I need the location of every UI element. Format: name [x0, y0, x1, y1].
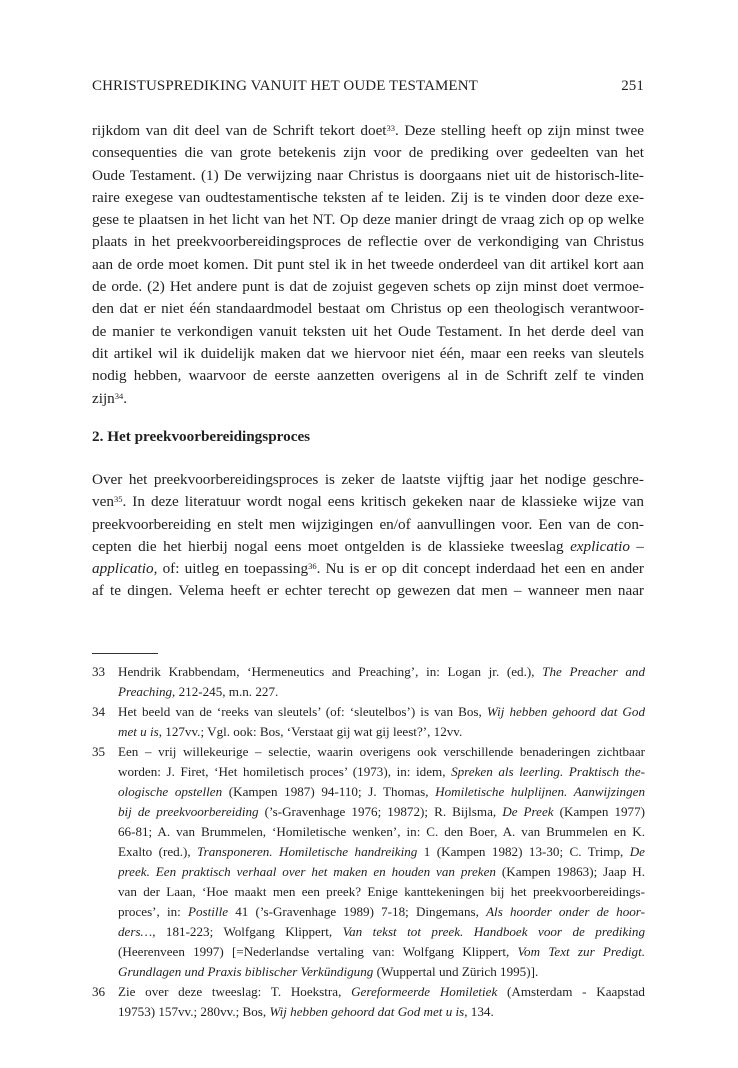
section-heading: 2. Het preekvoorbereidingsproces: [92, 428, 311, 445]
text-line: af te dingen. Velema heeft er echter terecht op gewezen dat men – wanneer men naar: [92, 582, 644, 600]
footnote-34: [92, 702, 645, 742]
footnote-number: 33: [92, 664, 106, 679]
footnote-ref[interactable]: 34: [114, 390, 124, 401]
note-line: 66-81; A. van Brummelen, ‘Homiletische wenken’, in: C. den Boer, A. van Brummelen en K.: [118, 824, 645, 839]
body-paragraph-1: [92, 120, 644, 410]
text-line: de orde. (2) Het andere punt is dat de zojuist gegeven schets op zijn minst doet vermoe-: [92, 278, 644, 296]
footnote-ref[interactable]: 35: [113, 494, 123, 505]
note-line: Exalto (red.), Transponeren. Homiletische handreiking 1 (Kampen 1982) 13-30; C. Trimp, De: [118, 844, 645, 859]
text-line: consequenties die van grote betekenis zijn voor de prediking over gedeelten van het: [92, 144, 644, 162]
note-line: Preaching, 212-245, m.n. 227.: [118, 684, 279, 699]
text-line: cepten die het hierbij nogal eens moet ontgelden is de klassieke tweeslag explicatio –: [92, 537, 644, 555]
text-line: Oude Testament. (1) De verwijzing naar Christus is doorgaans niet uit de historisch-lite-: [92, 166, 644, 184]
note-line: worden: J. Firet, ‘Het homiletisch proces’ (1973), in: idem, Spreken als leerling. Praktisch the-: [118, 764, 645, 779]
note-line: ders…, 181-223; Wolfgang Klippert, Van tekst tot preek. Handboek voor de prediking: [118, 924, 645, 939]
note-line: preek. Een praktisch verhaal over het maken en houden van preken (Kampen 19863); Jaap H.: [118, 864, 645, 879]
body-paragraph-2: [92, 469, 644, 603]
text-line: plaats in het preekvoorbereidingsproces de reflectie over de verkondiging van Christus: [92, 233, 644, 251]
text-line: preekvoorbereiding en stelt men wijzigingen en/of aanvullingen voor. Een van de con-: [92, 515, 644, 533]
note-line: 19753) 157vv.; 280vv.; Bos, Wij hebben gehoord dat God met u is, 134.: [118, 1004, 494, 1019]
footnotes: [92, 662, 645, 1022]
text-line: den dat er niet één standaardmodel bestaat om Christus op een theologisch verantwoor-: [92, 300, 644, 318]
note-line: Grundlagen und Praxis biblischer Verkündigung (Wuppertal und Zürich 1995)].: [118, 964, 539, 979]
footnote-35: [92, 742, 645, 982]
text-line: de manier te verkondigen vanuit teksten uit het Oude Testament. In het derde deel van: [92, 322, 644, 340]
text-line: dit artikel wil ik duidelijk maken dat we hiervoor niet één, maar een reeks van sleutels: [92, 344, 644, 362]
page-number: 251: [621, 78, 644, 94]
running-title: CHRISTUSPREDIKING VANUIT HET OUDE TESTAMENT: [92, 78, 478, 94]
text-line: Over het preekvoorbereidingsproces is zeker de laatste vijftig jaar het nodige geschre-: [92, 471, 644, 488]
note-line: Het beeld van de ‘reeks van sleutels’ (of: ‘sleutelbos’) is van Bos, Wij hebben gehoord dat God: [118, 704, 645, 719]
note-line: met u is, 127vv.; Vgl. ook: Bos, ‘Verstaat gij wat gij leest?’, 12vv.: [118, 724, 463, 739]
footnote-number: 34: [92, 704, 106, 719]
note-line: Hendrik Krabbendam, ‘Hermeneutics and Preaching’, in: Logan jr. (ed.), The Preacher and: [118, 664, 645, 679]
footnote-36: [92, 982, 645, 1022]
text-line: zijn$^{34}$.: [92, 389, 128, 407]
note-line: (Heerenveen 1997) [=Nederlandse vertaling van: Wolfgang Klippert, Vom Text zur Predigt.: [118, 944, 645, 959]
text-line: rijkdom van dit deel van de Schrift tekort doet$^{33}$. Deze stelling heeft op zijn minst twee: [92, 122, 644, 139]
footnote-divider: [92, 653, 158, 654]
note-line: proces’, in: Postille 41 (’s-Gravenhage 1989) 7-18; Dingemans, Als hoorder onder de hoor-: [118, 904, 645, 919]
text-line: aan de orde moet komen. Dit punt stel ik in het tweede onderdeel van dit artikel kort aan: [92, 255, 644, 273]
note-line: bij de preekvoorbereiding (’s-Gravenhage 1976; 19872); R. Bijlsma, De Preek (Kampen 1977): [118, 804, 645, 819]
text-line: gese te plaatsen in het licht van het NT. Op deze manier dringt de vraag zich op op welke: [92, 211, 644, 229]
footnote-33: [92, 662, 645, 702]
footnote-ref[interactable]: 33: [386, 123, 396, 133]
note-line: Een – vrij willekeurige – selectie, waarin overigens ook verschillende benaderingen zichtbaar: [118, 744, 645, 759]
text-line: applicatio, of: uitleg en toepassing$^{36}$. Nu is er op dit concept inderdaad het een en ander: [92, 560, 644, 578]
text-line: raire exegese van oudtestamentische teksten af te leiden. Zij is te vinden door deze exe-: [92, 188, 644, 206]
footnote-number: 36: [92, 984, 106, 999]
text-line: nodig hebben, waarvoor de eerste aanzetten overigens al in de Schrift zelf te vinden: [92, 367, 644, 385]
text-line: ven$^{35}$. In deze literatuur wordt nogal eens kritisch gekeken naar de klassieke wijze van: [92, 493, 644, 511]
footnote-number: 35: [92, 744, 106, 759]
note-line: Zie over deze tweeslag: T. Hoekstra, Gereformeerde Homiletiek (Amsterdam - Kaapstad: [118, 984, 645, 999]
footnote-ref[interactable]: 36: [308, 561, 317, 572]
note-line: ologische opstellen (Kampen 1987) 94-110; J. Thomas, Homiletische hulplijnen. Aanwijzingen: [118, 784, 645, 799]
note-line: van der Laan, ‘Hoe maakt men een preek? Enige kanttekeningen bij het preekvoorbereidings-: [118, 884, 645, 899]
